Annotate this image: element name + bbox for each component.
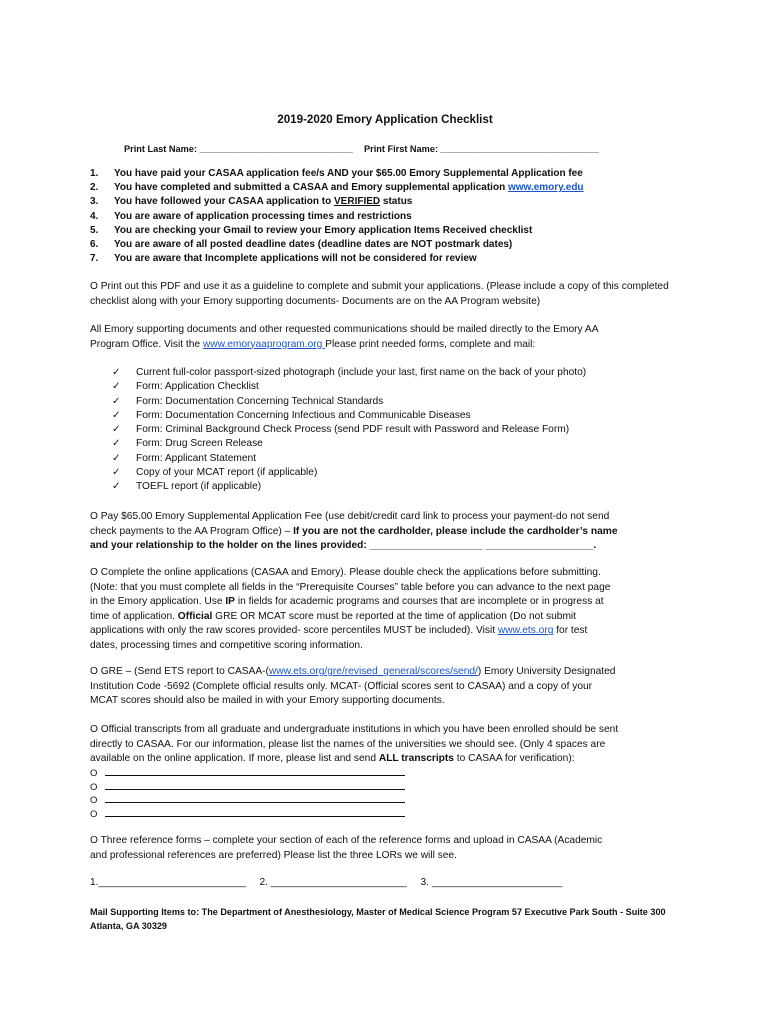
fee-paragraph: O Pay $65.00 Emory Supplemental Application Fee (use debit/credit card link to process your payment-do not send check payments to the AA Program Office) – If you are not the cardholder, please include the cardholder’s name and your relationship to the holder on the lines provided: ____________________ ___________________. <box>90 510 690 554</box>
checklist-item: ✓ Form: Documentation Concerning Technical Standards <box>112 395 672 409</box>
requirement-item: 4. You are aware of application processing times and restrictions <box>90 210 412 222</box>
lor-field-3[interactable]: 3. _______________________ <box>420 877 563 888</box>
requirement-item: 3. You have followed your CASAA application to VERIFIED status <box>90 196 413 208</box>
first-name-field[interactable]: Print First Name: _______________________________ <box>363 144 599 154</box>
checklist-item: ✓ Copy of your MCAT report (if applicable) <box>112 466 672 480</box>
mail-to-address: Mail Supporting Items to: The Department of Anesthesiology, Master of Medical Science Program 57 Executive Park South - Suite 300 Atlanta, GA 30329 <box>90 907 666 931</box>
check-icon: ✓ <box>112 381 121 393</box>
ets-link[interactable]: www.ets.org <box>497 625 554 637</box>
transcripts-paragraph: O Official transcripts from all graduate and undergraduate institutions in which you have been enrolled should be sent directly to CASAA. For our information, please list the names of the universities we should see. (Only 4 spaces are available on the online application. If more, please list and send ALL transcripts to CASAA for verification): <box>90 724 619 765</box>
university-field[interactable]: O <box>90 793 405 807</box>
checklist-item: ✓ Form: Criminal Background Check Process (send PDF result with Password and Release Form) <box>112 423 672 437</box>
university-field[interactable]: O <box>90 780 405 794</box>
requirement-item: 1. You have paid your CASAA application fee/s AND your $65.00 Emory Supplemental Application fee <box>90 168 583 179</box>
check-icon: ✓ <box>112 467 121 479</box>
check-icon: ✓ <box>112 367 121 378</box>
check-icon: ✓ <box>112 438 121 450</box>
checklist-item: ✓ TOEFL report (if applicable) <box>112 480 672 494</box>
ets-scores-link[interactable]: www.ets.org/gre/revised_general/scores/send/ <box>268 666 478 677</box>
requirement-item: 2. You have completed and submitted a CASAA and Emory supplemental application www.emory.edu <box>90 182 584 194</box>
university-field[interactable]: O <box>90 766 405 780</box>
lor-field-2[interactable]: 2. ________________________ <box>259 877 407 888</box>
emoryaaprogram-link[interactable]: www.emoryaaprogram.org <box>202 338 326 350</box>
requirement-item: 7. You are aware that Incomplete applications will not be considered for review <box>90 253 477 265</box>
requirement-item: 5. You are checking your Gmail to review your Emory application Items Received checklist <box>90 224 533 236</box>
last-name-field[interactable]: Print Last Name: ______________________________ <box>124 144 353 154</box>
checklist-item: ✓ Form: Drug Screen Release <box>112 437 672 451</box>
university-field[interactable]: O <box>90 807 405 821</box>
gre-paragraph: O GRE – (Send ETS report to CASAA-(www.ets.org/gre/revised_general/scores/send/) Emory University Designated Institution Code -5692 (Complete official results only. MCAT- (Official scores sent to CASAA) and a copy of your MCAT scores should also be mailed in with your Emory supporting documents. <box>90 666 616 707</box>
check-icon: ✓ <box>112 424 121 436</box>
check-icon: ✓ <box>112 409 121 421</box>
references-paragraph: O Three reference forms – complete your section of each of the reference forms and upload in CASAA (Academic and professional references are preferred) Please list the three LORs we will see. <box>90 835 603 861</box>
online-applications-paragraph: O Complete the online applications (CASAA and Emory). Please double check the applications before submitting. (Note: that you must complete all fields in the “Prerequisite Courses” table before you can advance to the next page in the Emory application. Use IP in fields for academic programs and courses that are incomplete or in progress at time of application. Official GRE OR MCAT score must be reported at the time of application (Do not submit applications with only the raw scores provided- score percentiles MUST be included). Visit www.ets.org for test dates, processing times and competitive scoring information. <box>90 567 611 651</box>
page-title: 2019-2020 Emory Application Checklist <box>277 113 493 126</box>
checklist-item: ✓ Current full-color passport-sized photograph (include your last, first name on the back of your photo) <box>112 366 672 380</box>
print-pdf-paragraph: O Print out this PDF and use it as a guideline to complete and submit your applications. (Please include a copy of this completed checklist along with your Emory supporting documents- Documents are on the AA Program website) <box>90 281 669 307</box>
checklist-item: ✓ Form: Applicant Statement <box>112 452 672 466</box>
lor-field-1[interactable]: 1.__________________________ <box>90 877 246 888</box>
name-row <box>124 142 599 157</box>
emory-link[interactable]: www.emory.edu <box>507 182 584 194</box>
requirements-list <box>90 167 690 266</box>
university-list <box>90 766 405 820</box>
check-icon: ✓ <box>112 452 121 464</box>
supporting-items-checklist <box>112 366 672 495</box>
check-icon: ✓ <box>112 481 121 493</box>
check-icon: ✓ <box>112 395 121 407</box>
checklist-item: ✓ Form: Application Checklist <box>112 380 672 394</box>
lor-fields <box>90 876 562 891</box>
mail-docs-paragraph: All Emory supporting documents and other requested communications should be mailed directly to the Emory AA Program Office. Visit the www.emoryaaprogram.org Please print needed forms, complete and mail: <box>90 324 599 350</box>
requirement-item: 6. You are aware of all posted deadline dates (deadline dates are NOT postmark dates) <box>90 238 513 250</box>
checklist-item: ✓ Form: Documentation Concerning Infectious and Communicable Diseases <box>112 409 672 423</box>
cardholder-lines[interactable]: and your relationship to the holder on the lines provided: ____________________ ___________________. <box>90 540 597 552</box>
